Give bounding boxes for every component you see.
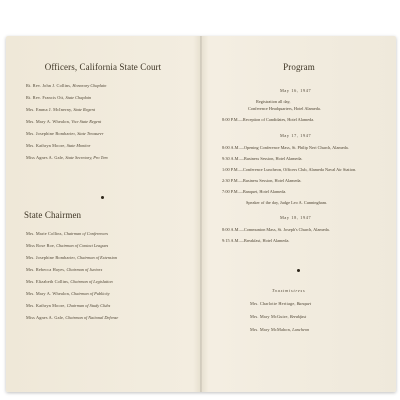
event-text: Speaker of the day, Judge Leo A. Cunningham. [246, 200, 328, 205]
chairman-title: Chairman of Contact Leagues [56, 243, 109, 248]
officer-row [26, 143, 90, 148]
event-time: 9:30 A.M. [222, 156, 240, 161]
event-row [222, 167, 356, 172]
officer-name: Miss Agnes A. Gale, [26, 155, 65, 160]
officers-heading: Officers, California State Court [44, 62, 162, 72]
chairman-title: Chairman of Conferences [63, 231, 109, 236]
day1-date: May 16, 1947 [280, 88, 312, 93]
event-text: Registration all day, [256, 99, 291, 104]
officer-row [26, 119, 101, 124]
program-sheet [6, 36, 396, 392]
event-text: —Business Session, Hotel Alameda. [238, 178, 302, 183]
officer-name: Rt. Rev. John J. Collins, [26, 83, 72, 88]
officer-row [26, 155, 108, 160]
toastmistress-row [250, 314, 306, 319]
officer-title: State Monitor [66, 143, 91, 148]
right-page [202, 36, 396, 392]
event-time: 1:00 P.M. [222, 167, 239, 172]
chairman-title: Chairman of Publicity [71, 291, 110, 296]
event-row [248, 106, 321, 111]
bullet-ornament [297, 269, 300, 272]
event-text: Conference Headquarters, Hotel Alameda. [248, 106, 321, 111]
left-page [6, 36, 200, 392]
event-text: —Conference Luncheon, Officers Club, Alameda Naval Air Station. [238, 167, 357, 172]
chairman-title: Chairman of National Defense [65, 315, 119, 320]
officer-title: Vice State Regent [71, 119, 102, 124]
toastmistress-name: Mrs. Mary McMahon, [250, 327, 292, 332]
toastmistress-name: Mrs. Charlotte Heritage, [250, 301, 296, 306]
event-row [256, 99, 290, 104]
event-text: —Opening Conference Mass, St. Philip Neri Church, Alameda. [239, 145, 349, 150]
toastmistress-role: Luncheon [292, 327, 310, 332]
officer-name: Mrs. Kathryn Moore, [26, 143, 66, 148]
event-row [222, 117, 314, 122]
chairman-row [26, 267, 102, 272]
event-text: —Reception of Candidates, Hotel Alameda. [238, 117, 315, 122]
toastmistress-role: Banquet [296, 301, 312, 306]
officer-title: State Regent [73, 107, 95, 112]
officer-name: Rt. Rev. Francis Ott, [26, 95, 65, 100]
officer-name: Mrs. Mary A. Whealon, [26, 119, 71, 124]
event-row [222, 178, 302, 183]
chairman-title: Chairman of Study Clubs [66, 303, 111, 308]
chairman-row [26, 231, 108, 236]
chairman-name: Mrs. Elizabeth Collins, [26, 279, 70, 284]
officer-row [26, 131, 104, 136]
chairman-name: Mrs. Marie Collins, [26, 231, 63, 236]
program-heading: Program [283, 62, 315, 72]
toastmistress-row [250, 327, 309, 332]
event-text: —Business Session, Hotel Alameda. [239, 156, 303, 161]
officer-row [26, 95, 91, 100]
chairman-row [26, 291, 110, 296]
toastmistress-role: Breakfast [289, 314, 307, 319]
event-text: —Breakfast, Hotel Alameda. [239, 238, 290, 243]
day3-date: May 18, 1947 [280, 215, 312, 220]
event-row [246, 200, 327, 205]
chairman-name: Mrs. Rebecca Hayes, [26, 267, 66, 272]
event-time: 9:15 A.M. [222, 238, 240, 243]
chairman-title: Chairman of Juniors [66, 267, 103, 272]
officer-name: Mrs. Emma J. McInerny, [26, 107, 73, 112]
event-time: 8:00 P.M. [222, 117, 239, 122]
chairman-row [26, 279, 113, 284]
officer-title: State Secretary, Pro Tem [65, 155, 108, 160]
bullet-ornament [101, 196, 104, 199]
officer-row [26, 83, 106, 88]
officer-title: State Treasurer [77, 131, 104, 136]
toastmistress-heading: Toastmistress [272, 288, 306, 293]
chairman-title: Chairman of Legislation [70, 279, 113, 284]
event-text: —Banquet, Hotel Alameda. [238, 189, 287, 194]
toastmistress-name: Mrs. Mary McGuire, [250, 314, 289, 319]
event-row [222, 156, 302, 161]
event-row [222, 189, 286, 194]
toastmistress-row [250, 301, 311, 306]
event-row [222, 238, 289, 243]
event-row [222, 145, 349, 150]
event-row [222, 227, 330, 232]
officer-name: Mrs. Josephine Bombarier, [26, 131, 77, 136]
chairman-name: Mrs. Kathryn Moore, [26, 303, 66, 308]
chairman-name: Miss Rose Roe, [26, 243, 56, 248]
event-time: 2:30 P.M. [222, 178, 239, 183]
chairman-row [26, 315, 118, 320]
officer-title: State Chaplain [65, 95, 92, 100]
event-text: —Communion Mass, St. Joseph's Church, Alameda. [239, 227, 330, 232]
event-time: 8:00 A.M. [222, 227, 240, 232]
chairman-name: Miss Agnes A. Gale, [26, 315, 65, 320]
event-time: 7:00 P.M. [222, 189, 239, 194]
chairman-row [26, 303, 110, 308]
chairman-title: Chairman of Extension [77, 255, 118, 260]
day2-date: May 17, 1947 [280, 133, 312, 138]
chairman-row [26, 255, 117, 260]
chairman-row [26, 243, 108, 248]
chairman-name: Mrs. Mary A. Whealon, [26, 291, 71, 296]
officer-title: Honorary Chaplain [72, 83, 107, 88]
event-time: 8:00 A.M. [222, 145, 240, 150]
officer-row [26, 107, 95, 112]
chairman-name: Mrs. Josephine Bombarier, [26, 255, 77, 260]
chairmen-heading: State Chairmen [24, 210, 82, 220]
